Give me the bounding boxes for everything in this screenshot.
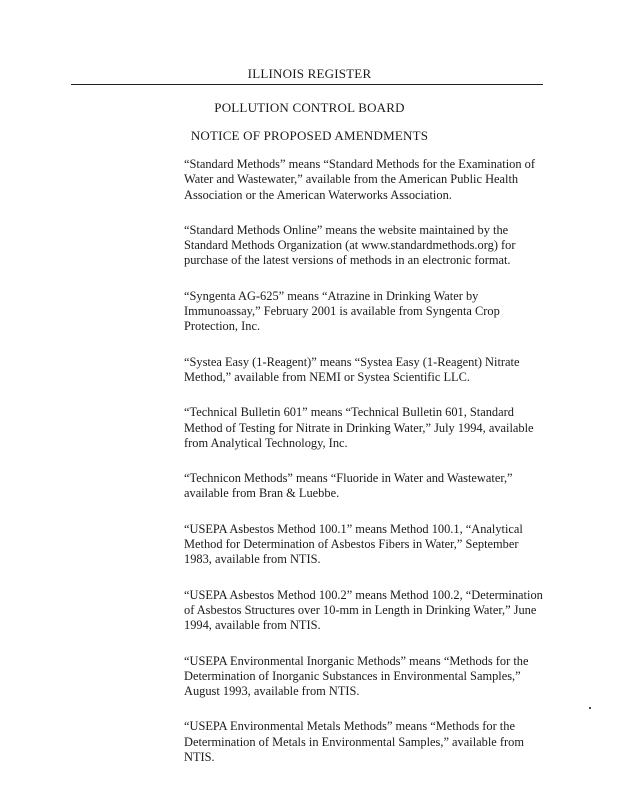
definition-syngenta-ag-625: “Syngenta AG-625” means “Atrazine in Drinking Water by Immunoassay,” February 2001 is available from Syngenta Crop Protection, Inc. <box>184 288 500 334</box>
scan-speck <box>589 707 591 709</box>
definition-technicon-methods: “Technicon Methods” means “Fluoride in Water and Wastewater,” available from Bran & Luebbe. <box>184 471 513 501</box>
definition-usepa-asbestos-100-2: “USEPA Asbestos Method 100.2” means Method 100.2, “Determination of Asbestos Structures over 10-mm in Length in Drinking Water,” June 1994, available from NTIS. <box>184 587 543 633</box>
definition-systea-easy: “Systea Easy (1-Reagent)” means “Systea Easy (1-Reagent) Nitrate Method,” available from NEMI or Systea Scientific LLC. <box>184 354 520 384</box>
definition-usepa-environmental-metals: “USEPA Environmental Metals Methods” means “Methods for the Determination of Metals in Environmental Samples,” available from NTIS. <box>184 719 524 765</box>
definition-standard-methods: “Standard Methods” means “Standard Methods for the Examination of Water and Wastewater,” available from the American Public Health Association or the American Waterworks Association. <box>184 157 535 202</box>
definitions-list <box>184 157 546 785</box>
board-title: POLLUTION CONTROL BOARD <box>214 100 405 115</box>
definition-technical-bulletin-601: “Technical Bulletin 601” means “Technical Bulletin 601, Standard Method of Testing for Nitrate in Drinking Water,” July 1994, available from Analytical Technology, Inc. <box>184 405 534 450</box>
definition-usepa-environmental-inorganic: “USEPA Environmental Inorganic Methods” means “Methods for the Determination of Inorganic Substances in Environmental Samples,” August 1993, available from NTIS. <box>184 653 529 699</box>
definition-standard-methods-online: “Standard Methods Online” means the website maintained by the Standard Methods Organization (at www.standardmethods.org) for purchase of the latest versions of methods in an electronic format. <box>184 222 516 268</box>
register-header: ILLINOIS REGISTER <box>247 66 372 81</box>
header-rule <box>71 84 543 85</box>
definition-usepa-asbestos-100-1: “USEPA Asbestos Method 100.1” means Method 100.1, “Analytical Method for Determination of Asbestos Fibers in Water,” September 1983, available from NTIS. <box>184 521 523 567</box>
notice-title: NOTICE OF PROPOSED AMENDMENTS <box>190 128 429 143</box>
